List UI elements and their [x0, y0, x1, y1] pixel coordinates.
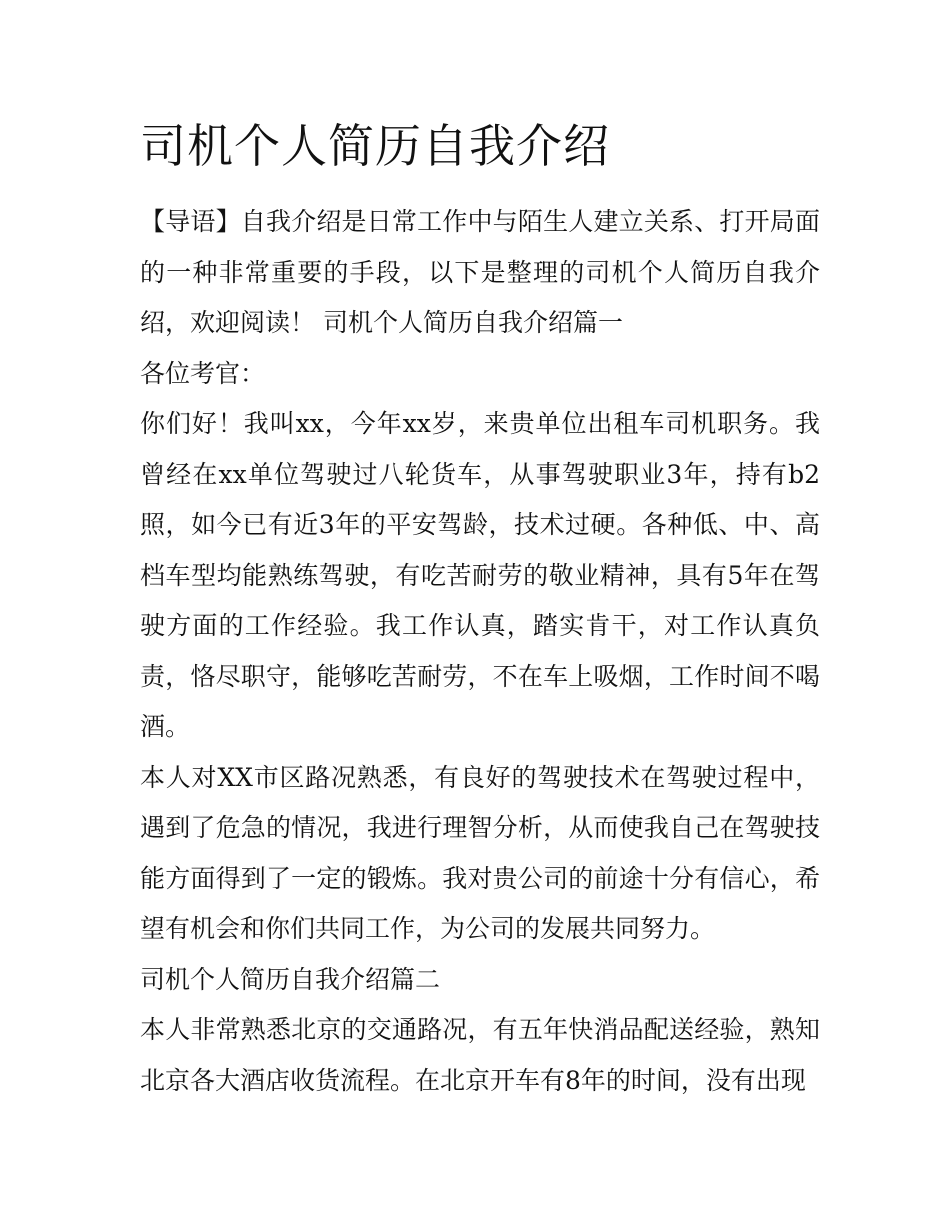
- body-paragraph: 本人非常熟悉北京的交通路况，有五年快消品配送经验，熟知北京各大酒店收货流程。在北京开车有8年的时间，没有出现: [140, 1015, 820, 1095]
- body-paragraph: 本人对XX市区路况熟悉，有良好的驾驶技术在驾驶过程中，遇到了危急的情况，我进行理智分析，从而使我自己在驾驶技能方面得到了一定的锻炼。我对贵公司的前途十分有信心，希望有机会和你们共同工作，为公司的发展共同努力。: [140, 762, 820, 943]
- salutation: 各位考官：: [140, 358, 266, 388]
- intro-paragraph: 【导语】自我介绍是日常工作中与陌生人建立关系、打开局面的一种非常重要的手段，以下是整理的司机个人简历自我介绍，欢迎阅读！ 司机个人简历自我介绍篇一: [140, 207, 820, 337]
- document-title: 司机个人简历自我介绍: [140, 119, 610, 173]
- section-heading: 司机个人简历自我介绍篇二: [140, 964, 441, 994]
- body-paragraph: 你们好！我叫xx，今年xx岁，来贵单位出租车司机职务。我曾经在xx单位驾驶过八轮货车，从事驾驶职业3年，持有b2照，如今已有近3年的平安驾龄，技术过硬。各种低、中、高档车型均能熟练驾驶，有吃苦耐劳的敬业精神，具有5年在驾驶方面的工作经验。我工作认真，踏实肯干，对工作认真负责，恪尽职守，能够吃苦耐劳，不在车上吸烟，工作时间不喝酒。: [140, 409, 820, 741]
- document-body: [140, 197, 820, 1106]
